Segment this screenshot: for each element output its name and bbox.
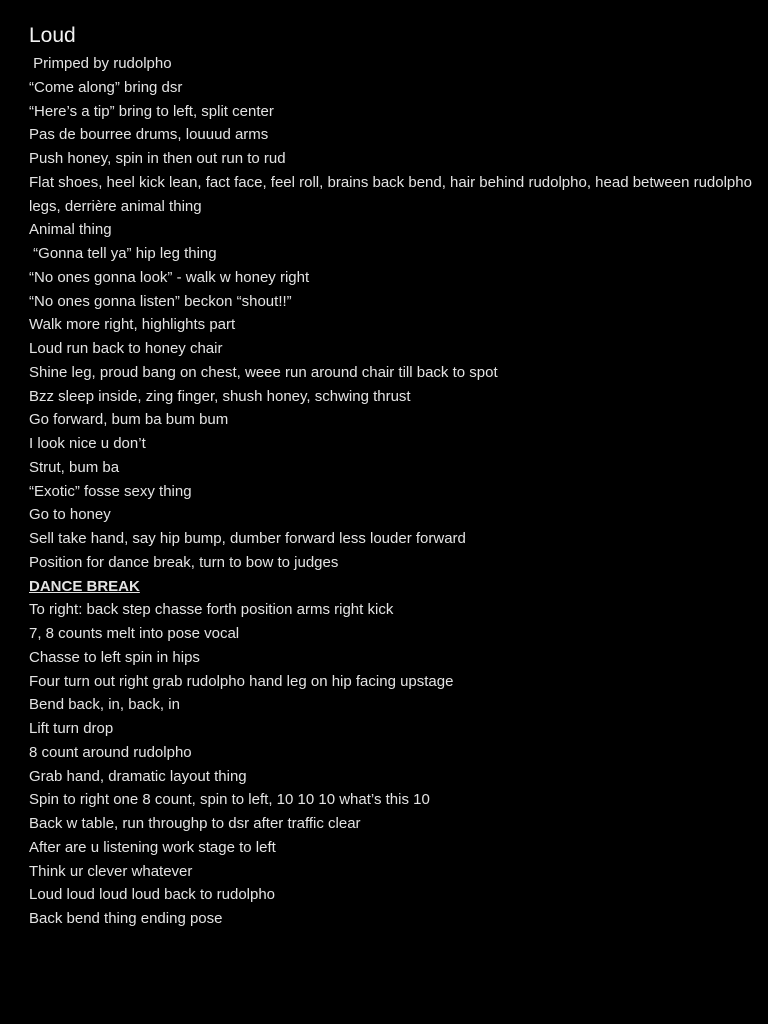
note-line: After are u listening work stage to left xyxy=(29,838,276,856)
note-line: Loud run back to honey chair xyxy=(29,340,223,357)
note-line: Strut, bum ba xyxy=(29,458,120,476)
note-line: “Here’s a tip” bring to left, split center xyxy=(29,102,274,120)
note-line: Back w table, run throughp to dsr after traffic clear xyxy=(29,815,361,832)
note-line: I look nice u don’t xyxy=(29,435,146,452)
note-line: “Come along” bring dsr xyxy=(29,78,183,96)
note-line: Go forward, bum ba bum bum xyxy=(29,411,229,429)
note-line: Sell take hand, say hip bump, dumber forward less louder forward xyxy=(29,530,466,547)
note-line: Back bend thing ending pose xyxy=(29,910,223,927)
note-line: Animal thing xyxy=(29,221,112,239)
note-line: 8 count around rudolpho xyxy=(29,743,192,761)
note-line: 7, 8 counts melt into pose vocal xyxy=(29,625,240,642)
note-line: “No ones gonna look” - walk w honey right xyxy=(29,268,310,286)
note-line: Chasse to left spin in hips xyxy=(29,648,200,666)
note-body xyxy=(29,52,759,931)
note-line: Spin to right one 8 count, spin to left, 10 10 10 what’s this 10 xyxy=(29,791,430,809)
note-line: Push honey, spin in then out run to rud xyxy=(29,150,286,167)
note-line: Grab hand, dramatic layout thing xyxy=(29,767,247,785)
note-line: To right: back step chasse forth position arms right kick xyxy=(29,601,394,619)
note-line: Pas de bourree drums, louuud arms xyxy=(29,126,269,144)
note-content[interactable] xyxy=(29,22,759,931)
note-line: Lift turn drop xyxy=(29,720,114,737)
note-line: “Gonna tell ya” hip leg thing xyxy=(29,245,217,262)
note-line: Walk more right, highlights part xyxy=(29,316,236,334)
note-line: Think ur clever whatever xyxy=(29,862,193,880)
note-title: Loud xyxy=(29,24,76,47)
note-line: Loud loud loud loud back to rudolpho xyxy=(29,886,276,904)
note-line: “Exotic” fosse sexy thing xyxy=(29,482,192,500)
note-line: Bend back, in, back, in xyxy=(29,696,180,714)
note-line: “No ones gonna listen” beckon “shout!!” xyxy=(29,292,292,310)
note-line: Four turn out right grab rudolpho hand leg on hip facing upstage xyxy=(29,672,454,690)
note-section-heading: DANCE BREAK xyxy=(29,577,140,595)
note-line: Bzz sleep inside, zing finger, shush honey, schwing thrust xyxy=(29,387,411,405)
note-line: Shine leg, proud bang on chest, weee run around chair till back to spot xyxy=(29,363,498,381)
note-line: Position for dance break, turn to bow to judges xyxy=(29,553,339,571)
note-line: Primped by rudolpho xyxy=(29,55,172,72)
note-line: Flat shoes, heel kick lean, fact face, feel roll, brains back bend, hair behind rudolpho, head between rudolpho legs, derrière animal thing xyxy=(29,173,757,215)
note-line: Go to honey xyxy=(29,506,111,524)
